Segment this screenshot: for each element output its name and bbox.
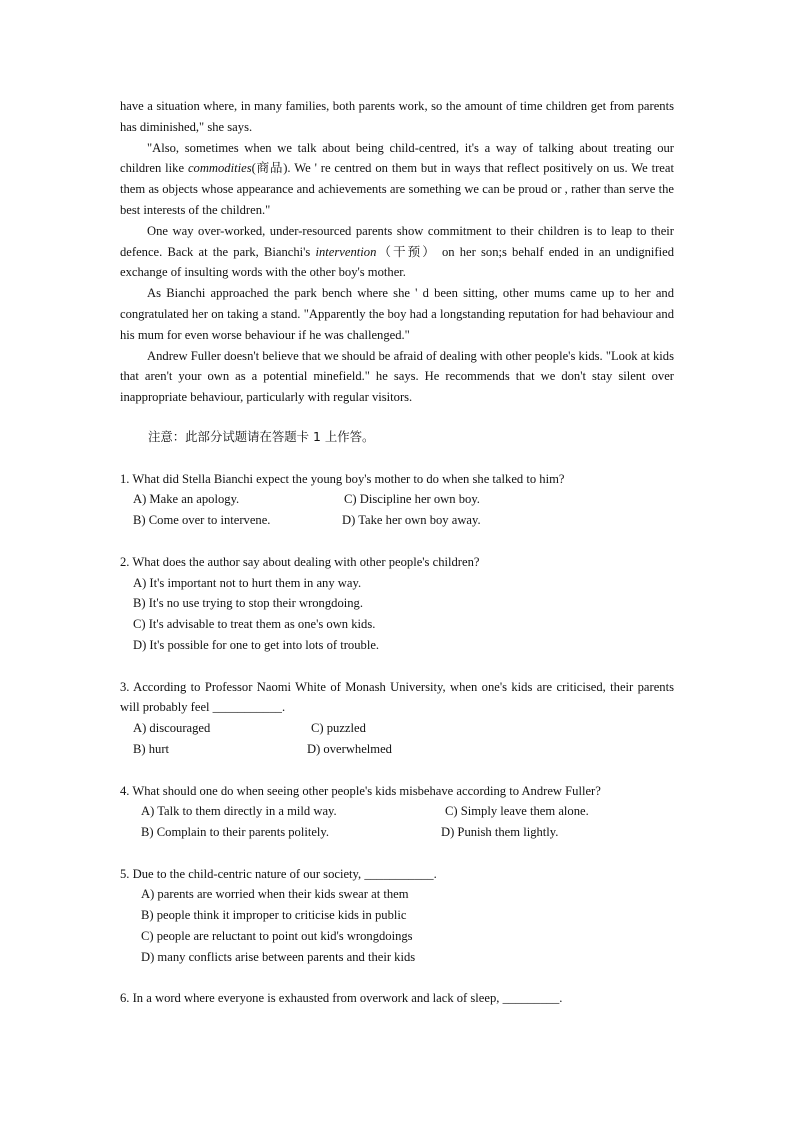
passage-paragraph-2 [120, 138, 674, 221]
term-commodities: commodities [187, 161, 252, 176]
option-c: C) people are reluctant to point out kid's wrongdoings [141, 929, 413, 944]
question-stem: 5. Due to the child-centric nature of our society, ___________. [120, 866, 437, 881]
option-c: C) puzzled [311, 721, 366, 736]
option-a: A) Make an apology. [133, 492, 240, 507]
option-b: B) Come over to intervene. [133, 513, 271, 528]
passage-text: "Also, sometimes when we talk about being child-centred, it's a way of talking about treating our children like [120, 140, 674, 176]
passage-paragraph-4: As Bianchi approached the park bench where she ' d been sitting, other mums came up to her and congratulated her on taking a stand. "Apparently the boy had a longstanding reputation for had behaviour and his mum for even worse behaviour if he was challenged." [120, 286, 674, 342]
option-b: B) It's no use trying to stop their wrongdoing. [133, 596, 363, 611]
question-stem: 3. According to Professor Naomi White of Monash University, when one's kids are criticised, their parents will probably feel ___________. [120, 679, 674, 715]
question-2 [120, 552, 674, 656]
passage-paragraph-1: have a situation where, in many families, both parents work, so the amount of time children get from parents has diminished," she says. [120, 99, 674, 134]
option-a: A) It's important not to hurt them in any way. [133, 575, 362, 590]
passage-text: （干预） on her son;s behalf ended in an undignified exchange of insulting words with the other boy's mother. [120, 244, 675, 280]
passage-paragraph-3 [120, 221, 674, 283]
exam-page [120, 96, 674, 1009]
question-options [120, 573, 674, 656]
option-d: D) many conflicts arise between parents and their kids [141, 949, 416, 964]
question-1 [120, 469, 674, 531]
question-4 [120, 781, 674, 843]
option-b: B) Complain to their parents politely. [141, 825, 330, 840]
question-options [120, 489, 674, 531]
passage-paragraph-5: Andrew Fuller doesn't believe that we should be afraid of dealing with other people's kids. "Look at kids that aren't your own as a potential minefield." he says. He recommends that we don't stay silent over inappropriate behaviour, particularly with regular visitors. [120, 348, 674, 405]
option-b: B) people think it improper to criticise kids in public [141, 908, 407, 923]
option-c: C) It's advisable to treat them as one's own kids. [133, 617, 376, 632]
option-d: D) overwhelmed [307, 741, 392, 756]
option-c: C) Discipline her own boy. [344, 492, 480, 507]
question-options [120, 718, 674, 760]
question-stem: 2. What does the author say about dealing with other people's children? [120, 554, 480, 569]
option-d: D) Take her own boy away. [342, 513, 481, 528]
question-stem: 4. What should one do when seeing other people's kids misbehave according to Andrew Fuller? [120, 783, 601, 798]
question-6 [120, 988, 674, 1009]
answer-sheet-note: 注意：此部分试题请在答题卡 1 上作答。 [148, 428, 375, 444]
option-d: D) Punish them lightly. [441, 825, 559, 840]
passage-text: (商品). We ' re centred on them but in ways that reflect positively on us. We treat them as objects whose appearance and achievements are something we can be proud or , rather than serve the best interests of the children." [120, 161, 674, 217]
option-d: D) It's possible for one to get into lots of trouble. [133, 637, 380, 652]
question-options [120, 884, 674, 967]
question-options [120, 801, 674, 843]
question-stem: 1. What did Stella Bianchi expect the young boy's mother to do when she talked to him? [120, 471, 565, 486]
option-a: A) discouraged [133, 721, 211, 736]
option-c: C) Simply leave them alone. [445, 804, 589, 819]
question-5 [120, 864, 674, 968]
option-a: A) Talk to them directly in a mild way. [141, 804, 337, 819]
term-intervention: intervention [315, 244, 377, 259]
question-3 [120, 677, 674, 760]
passage-text: One way over-worked, under-resourced parents show commitment to their children is to leap to their defence. Back at the park, Bianchi's [120, 223, 674, 259]
option-b: B) hurt [133, 741, 170, 756]
option-a: A) parents are worried when their kids swear at them [141, 887, 409, 902]
question-stem: 6. In a word where everyone is exhausted from overwork and lack of sleep, _________. [120, 991, 563, 1006]
